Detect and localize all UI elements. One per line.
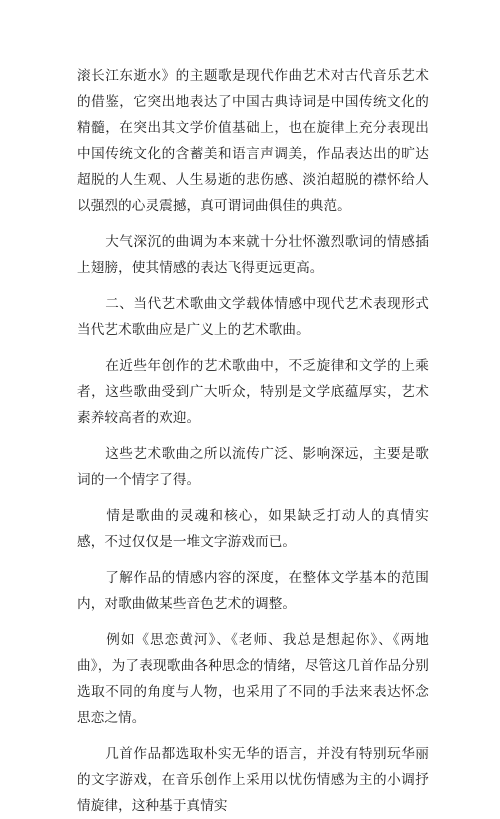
paragraph-8: 例如《思恋黄河》、《老师、我总是想起你》、《两地曲》，为了表现歌曲各种思念的情绪，尽管这几首作品分别选取不同的角度与人物，也采用了不同的手法来表达怀念思恋之情。: [77, 632, 429, 726]
paragraph-spacer: [77, 343, 429, 353]
paragraph-spacer: [77, 555, 429, 565]
paragraph-spacer: [77, 731, 429, 741]
paragraph-2: 大气深沉的曲调为本来就十分壮怀激烈歌词的情感插上翅膀，使其情感的表达飞得更远更高。: [77, 234, 429, 276]
document-body: [77, 63, 429, 819]
paragraph-4: 在近些年创作的艺术歌曲中，不乏旋律和文学的上乘者，这些歌曲受到广大听众，特别是文学底蕴厚实，艺术素养较高者的欢迎。: [77, 358, 429, 426]
paragraph-spacer: [77, 617, 429, 627]
paragraph-7: 了解作品的情感内容的深度，在整体文学基本的范围内，对歌曲做某些音色艺术的调整。: [77, 570, 429, 612]
paragraph-6: 情是歌曲的灵魂和核心，如果缺乏打动人的真情实感，不过仅仅是一堆文字游戏而已。: [77, 508, 429, 550]
paragraph-9: 几首作品都选取朴实无华的语言，并没有特别玩华丽的文字游戏，在音乐创作上采用以忧伤情感为主的小调抒情旋律，这种基于真情实: [77, 746, 429, 814]
paragraph-spacer: [77, 493, 429, 503]
paragraph-3: 二、当代艺术歌曲文学载体情感中现代艺术表现形式当代艺术歌曲应是广义上的艺术歌曲。: [77, 296, 429, 338]
paragraph-spacer: [77, 219, 429, 229]
paragraph-5: 这些艺术歌曲之所以流传广泛、影响深远，主要是歌词的一个情字了得。: [77, 446, 429, 488]
paragraph-spacer: [77, 281, 429, 291]
paragraph-spacer: [77, 431, 429, 441]
paragraph-1: 滚长江东逝水》的主题歌是现代作曲艺术对古代音乐艺术的借鉴，它突出地表达了中国古典诗词是中国传统文化的精髓，在突出其文学价值基础上，也在旋律上充分表现出中国传统文化的含蓄美和语言声调美，作品表达出的旷达超脱的人生观、人生易逝的悲伤感、淡泊超脱的襟怀给人以强烈的心灵震撼，真可谓词曲俱佳的典范。: [77, 68, 429, 214]
